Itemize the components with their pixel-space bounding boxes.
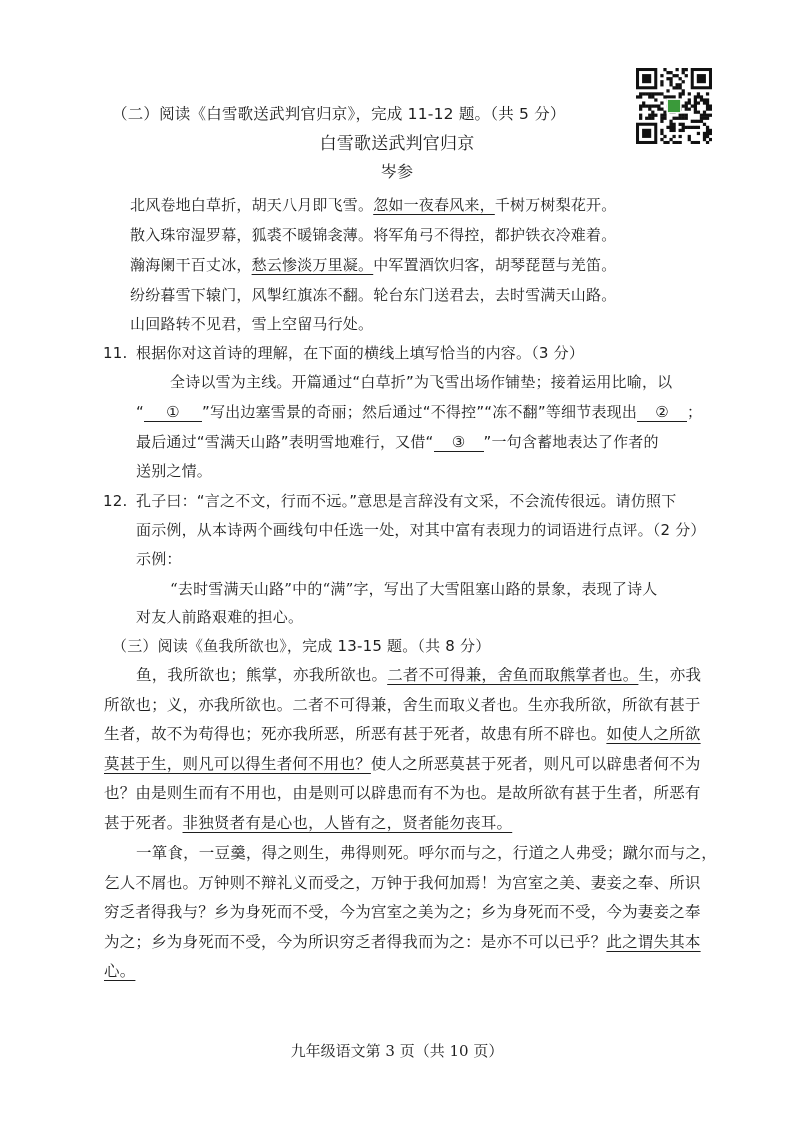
- underlined-sentence: 此之谓失其本: [606, 932, 701, 951]
- underlined-line: 忽如一夜春风来，: [373, 196, 495, 214]
- passage-text: 乞人不屑也。万钟则不辩礼义而受之，万钟于我何加焉！为宫室之美、妻妾之奉、所识: [104, 873, 701, 892]
- blank-2[interactable]: ②: [637, 403, 687, 422]
- q11-line-4: 送别之情。: [136, 462, 213, 480]
- q12-example-label: 示例：: [136, 550, 182, 568]
- poem-line-2: 散入珠帘湿罗幕，狐裘不暖锦衾薄。将军角弓不得控，都护铁衣冷难着。: [130, 226, 617, 244]
- passage-line: [136, 665, 701, 685]
- passage-text: 生者，故不为苟得也；死亦我所恶，所恶有甚于死者，故患有所不辟也。: [104, 725, 607, 743]
- passage-text: 鱼，我所欲也；熊掌，亦我所欲也。: [136, 666, 388, 684]
- underlined-sentence: 非独贤者有是心也，人皆有之，贤者能勿丧耳。: [182, 813, 513, 832]
- passage-text: 所欲也；义，亦我所欲也。二者不可得兼，舍生而取义者也。生亦我所欲，所欲有甚于: [104, 695, 701, 714]
- underlined-line: 愁云惨淡万里凝。: [251, 256, 374, 274]
- underlined-sentence: 心。: [104, 962, 136, 980]
- passage-text: 甚于死者。: [104, 813, 183, 832]
- poem-title: 白雪歌送武判官归京: [319, 134, 475, 154]
- q12-example-line-2: 对友人前路艰难的担心。: [136, 608, 304, 626]
- q12-number: 12.: [103, 492, 128, 510]
- passage-text: 使人之所恶莫甚于死者，则凡可以辟患者何不为: [370, 754, 701, 773]
- passage-line: [104, 961, 135, 981]
- passage-line: [136, 843, 717, 863]
- section-2-heading: （二）阅读《白雪歌送武判官归京》，完成 11-12 题。（共 5 分）: [112, 105, 566, 123]
- passage-line: [104, 724, 701, 744]
- passage-line: [104, 813, 512, 833]
- poem-line-4: 纷纷暮雪下辕门，风掣红旗冻不翻。轮台东门送君去，去时雪满天山路。: [130, 286, 617, 304]
- qr-code-icon: [636, 68, 712, 144]
- passage-text: 为之；乡为身死而不受，今为所识穷乏者得我而为之：是亦不可以已乎？: [104, 932, 607, 951]
- q11-line-1: 全诗以雪为主线。开篇通过“白草折”为飞雪出场作铺垫；接着运用比喻，以: [170, 373, 673, 391]
- page-footer: 九年级语文第 3 页（共 10 页）: [290, 1042, 504, 1060]
- passage-text: 也？由是则生而有不用也，由是则可以辟患而有不为也。是故所欲有甚于生者，所恶有: [104, 784, 701, 802]
- q12-example-line-1: “去时雪满天山路”中的“满”字，写出了大雪阻塞山路的景象，表现了诗人: [170, 580, 658, 598]
- q11-line-2: “ ① ”写出边塞雪景的奇丽；然后通过“不得控”“冻不翻”等细节表现出 ② ；: [136, 403, 703, 421]
- q11-prompt: 根据你对这首诗的理解，在下面的横线上填写恰当的内容。（3 分）: [136, 344, 585, 362]
- passage-text: 生，亦我: [638, 666, 702, 684]
- poem-author: 岑参: [380, 162, 414, 181]
- passage-line: [104, 695, 701, 715]
- passage-text: 穷乏者得我与？乡为身死而不受，今为宫室之美为之；乡为身死而不受，今为妻妾之奉: [104, 903, 701, 921]
- q12-line-1: 孔子曰：“言之不文，行而不远。”意思是言辞没有文采，不会流传很远。请仿照下: [136, 492, 677, 510]
- blank-3[interactable]: ③: [434, 433, 484, 452]
- section-3-heading: （三）阅读《鱼我所欲也》，完成 13-15 题。（共 8 分）: [112, 637, 491, 655]
- poem-line-1: 北风卷地白草折，胡天八月即飞雪。忽如一夜春风来，千树万树梨花开。: [130, 196, 617, 214]
- passage-line: [104, 902, 701, 922]
- passage-text: 一箪食，一豆羹，得之则生，弗得则死。呼尔而与之，行道之人弗受；蹴尔而与之，: [136, 844, 717, 862]
- underlined-sentence: 二者不可得兼，舍鱼而取熊掌者也。: [387, 666, 639, 684]
- poem-line-5: 山回路转不见君，雪上空留马行处。: [130, 315, 374, 333]
- q11-line-3: 最后通过“雪满天山路”表明雪地难行，又借“ ③ ”一句含蓄地表达了作者的: [136, 433, 659, 451]
- q11-number: 11.: [103, 344, 128, 362]
- q12-line-2: 面示例，从本诗两个画线句中任选一处，对其中富有表现力的词语进行点评。（2 分）: [136, 521, 706, 539]
- passage-line: [104, 932, 701, 952]
- passage-line: [104, 783, 701, 803]
- passage-line: [104, 873, 701, 893]
- passage-line: [104, 754, 701, 774]
- underlined-sentence: 如使人之所欲: [606, 725, 701, 743]
- blank-1[interactable]: ①: [144, 403, 202, 422]
- underlined-sentence: 莫甚于生，则凡可以得生者何不用也？: [104, 754, 371, 773]
- poem-line-3: 瀚海阑干百丈冰，愁云惨淡万里凝。中军置酒饮归客，胡琴琵琶与羌笛。: [130, 256, 617, 274]
